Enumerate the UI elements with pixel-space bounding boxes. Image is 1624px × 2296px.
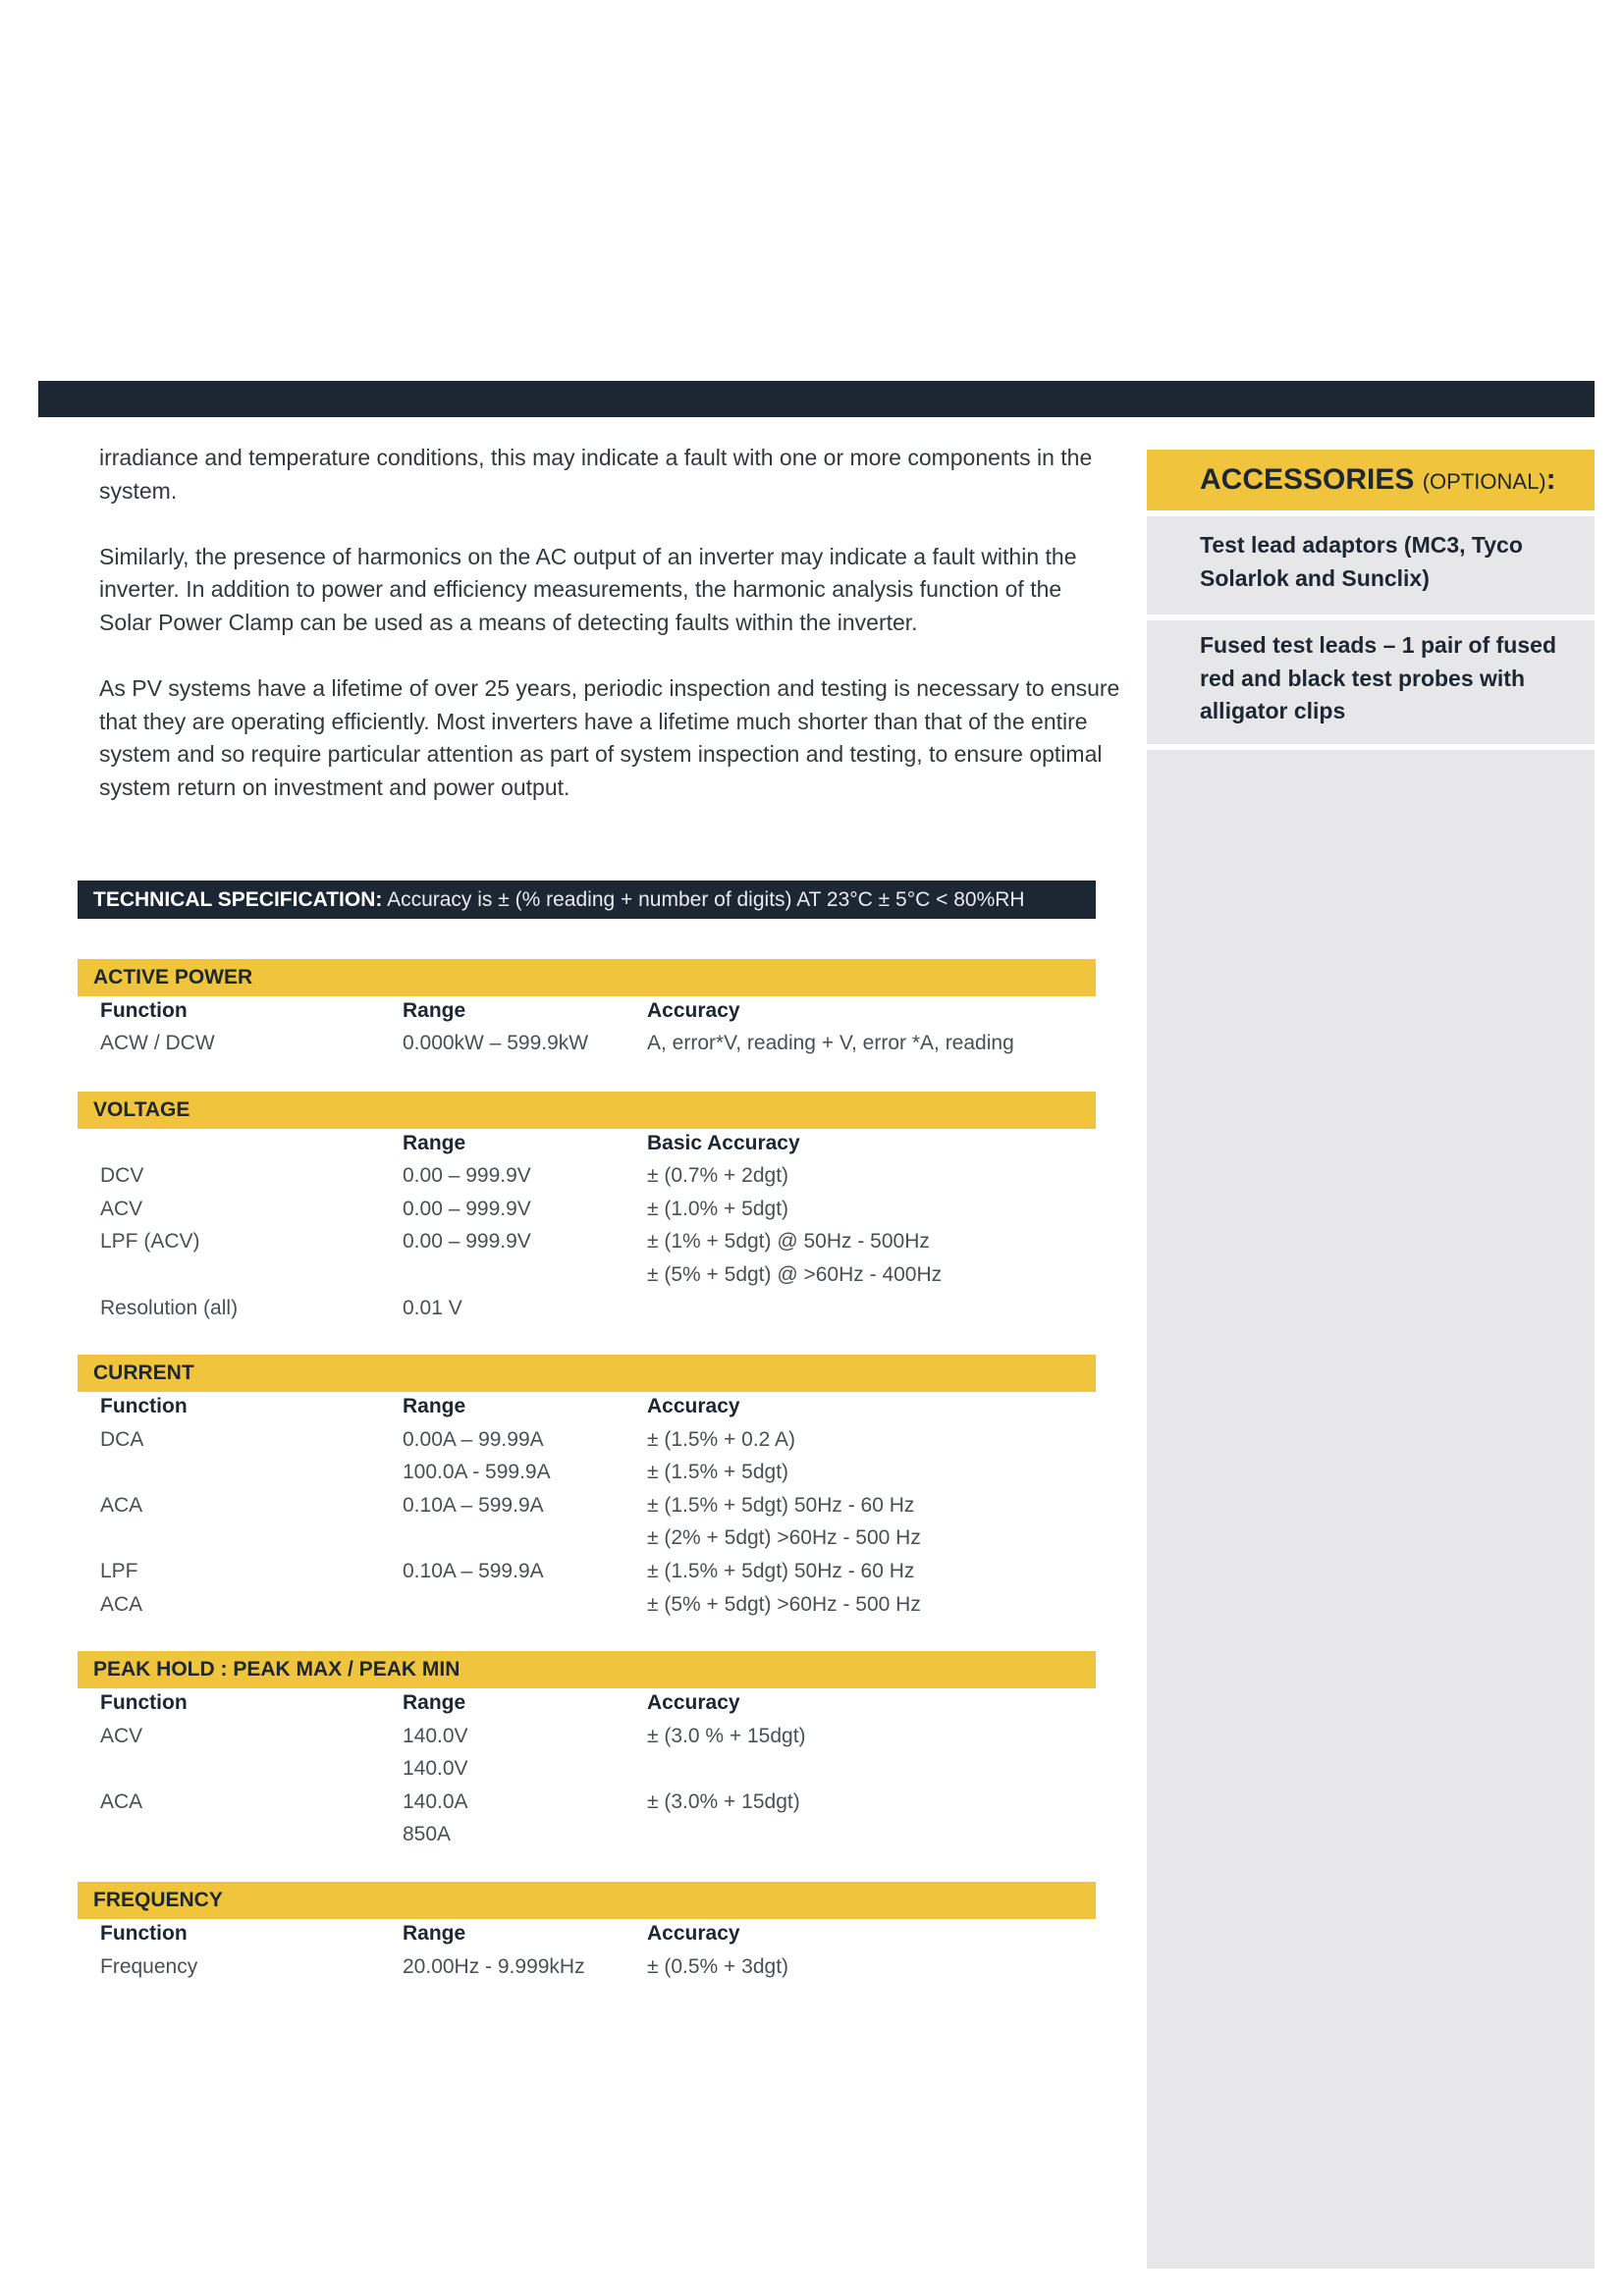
cell-range: 140.0V	[403, 1757, 468, 1780]
cell-accuracy: ± (3.0 % + 15dgt)	[647, 1725, 806, 1747]
header-function: Function	[100, 999, 188, 1022]
cell-accuracy: ± (0.7% + 2dgt)	[647, 1164, 789, 1187]
divider	[1147, 510, 1595, 516]
table-row	[0, 1423, 1096, 1456]
header-accuracy: Accuracy	[647, 1691, 740, 1714]
table-header	[0, 1390, 1096, 1422]
table-row	[0, 1159, 1096, 1192]
cell-range: 0.10A – 599.9A	[403, 1560, 544, 1582]
cell-range: 140.0A	[403, 1790, 468, 1813]
cell-accuracy: ± (1.5% + 0.2 A)	[647, 1428, 796, 1451]
cell-accuracy: ± (1.0% + 5dgt)	[647, 1198, 789, 1220]
cell-function: ACW / DCW	[100, 1032, 215, 1054]
table-row	[0, 1193, 1096, 1225]
section-current: CURRENT	[78, 1355, 1096, 1392]
cell-function: DCA	[100, 1428, 144, 1451]
table-row	[0, 1456, 1096, 1488]
table-row	[0, 1258, 1096, 1291]
cell-function: DCV	[100, 1164, 144, 1187]
table-row	[0, 1489, 1096, 1522]
divider	[1147, 614, 1595, 620]
accessories-colon: :	[1545, 463, 1556, 496]
cell-range: 100.0A - 599.9A	[403, 1461, 551, 1483]
cell-function: ACA	[100, 1790, 143, 1813]
spec-title: TECHNICAL SPECIFICATION:	[93, 888, 383, 911]
cell-range: 0.00 – 999.9V	[403, 1198, 531, 1220]
table-row	[0, 1522, 1096, 1554]
cell-accuracy: ± (1.5% + 5dgt) 50Hz - 60 Hz	[647, 1494, 915, 1517]
cell-function: Resolution (all)	[100, 1297, 239, 1319]
header-accuracy: Accuracy	[647, 1922, 740, 1945]
intro-paragraph-1: irradiance and temperature conditions, this may indicate a fault with one or more components in the system.	[99, 445, 1093, 504]
table-row	[0, 1818, 1096, 1850]
table-row	[0, 1786, 1096, 1818]
cell-range: 0.000kW – 599.9kW	[403, 1032, 589, 1054]
table-row	[0, 1292, 1096, 1324]
table-row	[0, 1225, 1096, 1257]
header-accuracy: Accuracy	[647, 999, 740, 1022]
table-row	[0, 1027, 1096, 1059]
section-peak-hold: PEAK HOLD : PEAK MAX / PEAK MIN	[78, 1651, 1096, 1688]
technical-specification-header	[78, 881, 1096, 919]
table-header	[0, 1127, 1096, 1159]
table-row	[0, 1588, 1096, 1621]
cell-range: 0.00 – 999.9V	[403, 1164, 531, 1187]
table-header	[0, 1686, 1096, 1719]
header-range: Range	[403, 1132, 466, 1154]
cell-function: ACA	[100, 1494, 143, 1517]
intro-text	[99, 442, 1120, 837]
cell-range: 850A	[403, 1823, 452, 1845]
section-voltage: VOLTAGE	[78, 1092, 1096, 1129]
cell-function: LPF (ACV)	[100, 1230, 200, 1253]
table-row	[0, 1752, 1096, 1785]
cell-function: ACA	[100, 1593, 143, 1616]
header-accuracy: Accuracy	[647, 1395, 740, 1417]
header-accuracy: Basic Accuracy	[647, 1132, 800, 1154]
cell-accuracy: ± (1% + 5dgt) @ 50Hz - 500Hz	[647, 1230, 930, 1253]
section-frequency: FREQUENCY	[78, 1882, 1096, 1919]
header-function: Function	[100, 1922, 188, 1945]
cell-accuracy: ± (1.5% + 5dgt)	[647, 1461, 789, 1483]
header-range: Range	[403, 1691, 466, 1714]
cell-accuracy: ± (3.0% + 15dgt)	[647, 1790, 800, 1813]
cell-function: ACV	[100, 1725, 143, 1747]
cell-function: LPF	[100, 1560, 138, 1582]
cell-range: 0.00 – 999.9V	[403, 1230, 531, 1253]
accessories-heading: ACCESSORIES	[1200, 463, 1415, 496]
cell-accuracy: ± (5% + 5dgt) @ >60Hz - 400Hz	[647, 1263, 943, 1286]
cell-accuracy: A, error*V, reading + V, error *A, reading	[647, 1032, 1014, 1054]
table-header	[0, 1917, 1096, 1949]
header-range: Range	[403, 1922, 466, 1945]
header-band	[38, 381, 1595, 417]
accessory-item: Fused test leads – 1 pair of fused red and black test probes with alligator clips	[1147, 629, 1595, 728]
cell-function: ACV	[100, 1198, 143, 1220]
section-active-power: ACTIVE POWER	[78, 959, 1096, 996]
intro-paragraph-2: Similarly, the presence of harmonics on the AC output of an inverter may indicate a fault within the inverter. In addition to power and efficiency measurements, the harmonic analysis function of the Solar Power Clamp can be used as a means of detecting faults within the inverter.	[99, 543, 1077, 635]
cell-range: 0.10A – 599.9A	[403, 1494, 544, 1517]
accessories-title	[1147, 450, 1595, 510]
accessory-item: Test lead adaptors (MC3, Tyco Solarlok and Sunclix)	[1147, 529, 1595, 595]
spec-note: Accuracy is ± (% reading + number of digits) AT 23°C ± 5°C < 80%RH	[387, 888, 1025, 911]
intro-paragraph-3: As PV systems have a lifetime of over 25 years, periodic inspection and testing is necessary to ensure that they are operating efficiently. Most inverters have a lifetime much shorter than that of the entire system and so require particular attention as part of system inspection and testing, to ensure optimal system return on investment and power output.	[99, 675, 1120, 800]
accessories-optional: (OPTIONAL)	[1422, 469, 1546, 494]
header-range: Range	[403, 1395, 466, 1417]
cell-range: 20.00Hz - 9.999kHz	[403, 1955, 585, 1978]
table-row	[0, 1950, 1096, 1983]
table-row	[0, 1720, 1096, 1752]
cell-accuracy: ± (0.5% + 3dgt)	[647, 1955, 789, 1978]
header-function: Function	[100, 1691, 188, 1714]
cell-accuracy: ± (1.5% + 5dgt) 50Hz - 60 Hz	[647, 1560, 915, 1582]
header-range: Range	[403, 999, 466, 1022]
table-row	[0, 1555, 1096, 1587]
header-function: Function	[100, 1395, 188, 1417]
cell-accuracy: ± (5% + 5dgt) >60Hz - 500 Hz	[647, 1593, 921, 1616]
divider	[1147, 744, 1595, 750]
cell-function: Frequency	[100, 1955, 198, 1978]
table-header	[0, 994, 1096, 1027]
cell-accuracy: ± (2% + 5dgt) >60Hz - 500 Hz	[647, 1526, 921, 1549]
cell-range: 0.00A – 99.99A	[403, 1428, 544, 1451]
cell-range: 140.0V	[403, 1725, 468, 1747]
cell-range: 0.01 V	[403, 1297, 462, 1319]
